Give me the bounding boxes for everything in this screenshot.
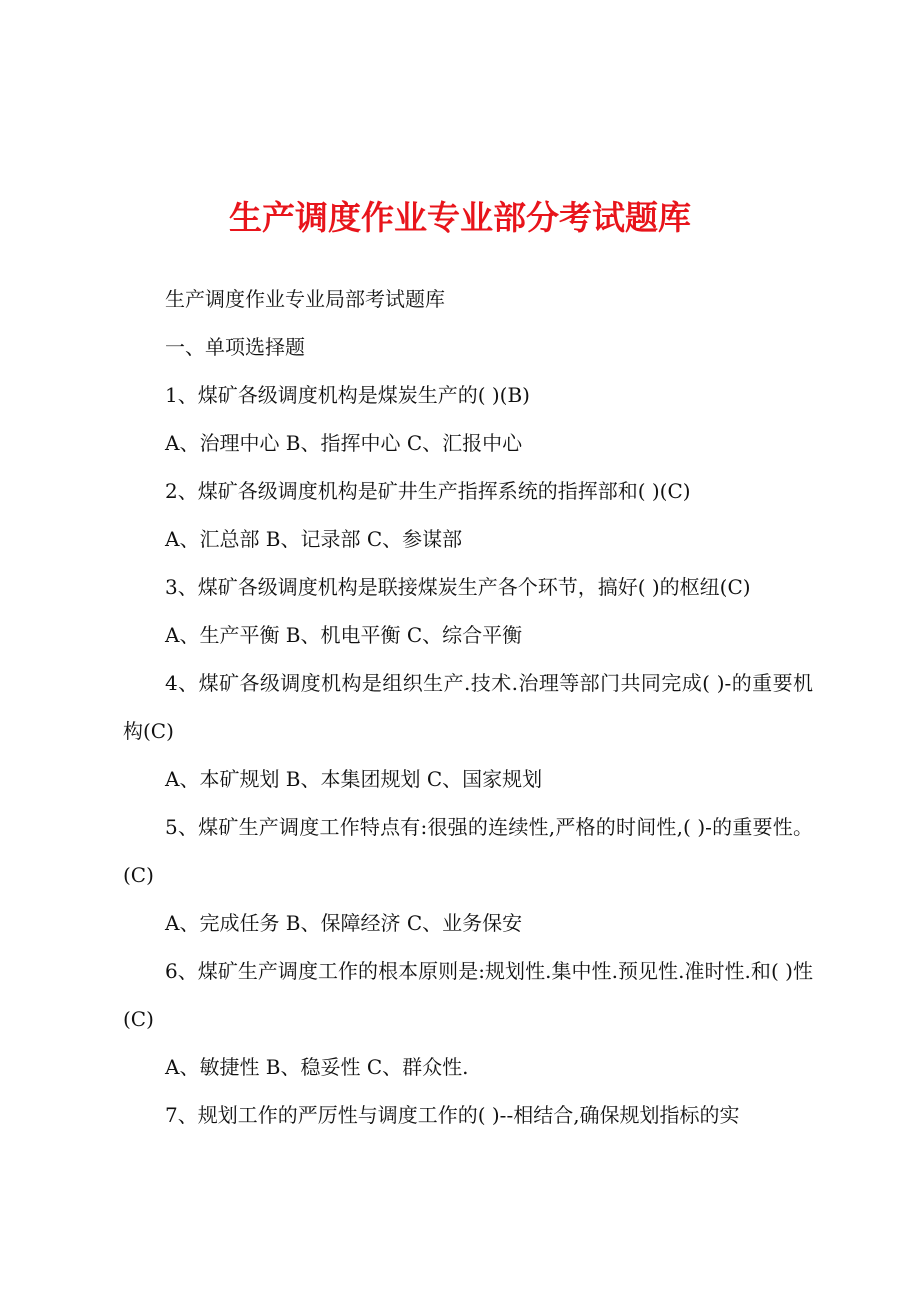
options-2: A、汇总部 B、记录部 C、参谋部 — [165, 527, 463, 551]
question-3: 3、煤矿各级调度机构是联接煤炭生产各个环节，搞好( )的枢纽(C) — [165, 575, 751, 599]
options-5: A、完成任务 B、保障经济 C、业务保安 — [165, 911, 523, 935]
question-7: 7、规划工作的严厉性与调度工作的( )--相结合,确保规划指标的实 — [165, 1103, 740, 1127]
options-3: A、生产平衡 B、机电平衡 C、综合平衡 — [165, 623, 523, 647]
options-6: A、敏捷性 B、稳妥性 C、群众性. — [165, 1055, 469, 1079]
options-1: A、治理中心 B、指挥中心 C、汇报中心 — [165, 431, 523, 455]
question-4: 4、煤矿各级调度机构是组织生产.技术.治理等部门共同完成( )-的重要机构(C) — [123, 671, 813, 743]
question-2: 2、煤矿各级调度机构是矿井生产指挥系统的指挥部和( )(C) — [165, 479, 691, 503]
document-body — [123, 275, 813, 1139]
section-heading: 一、单项选择题 — [165, 335, 305, 359]
question-1: 1、煤矿各级调度机构是煤炭生产的( )(B) — [165, 383, 530, 407]
document-title: 生产调度作业专业部分考试题库 — [229, 198, 691, 237]
options-4: A、本矿规划 B、本集团规划 C、国家规划 — [165, 767, 543, 791]
question-5: 5、煤矿生产调度工作特点有:很强的连续性,严格的时间性,( )-的重要性。(C) — [123, 815, 813, 887]
question-6: 6、煤矿生产调度工作的根本原则是:规划性.集中性.预见性.准时性.和( )性(C) — [123, 959, 813, 1031]
subtitle-paragraph: 生产调度作业专业局部考试题库 — [165, 287, 445, 311]
